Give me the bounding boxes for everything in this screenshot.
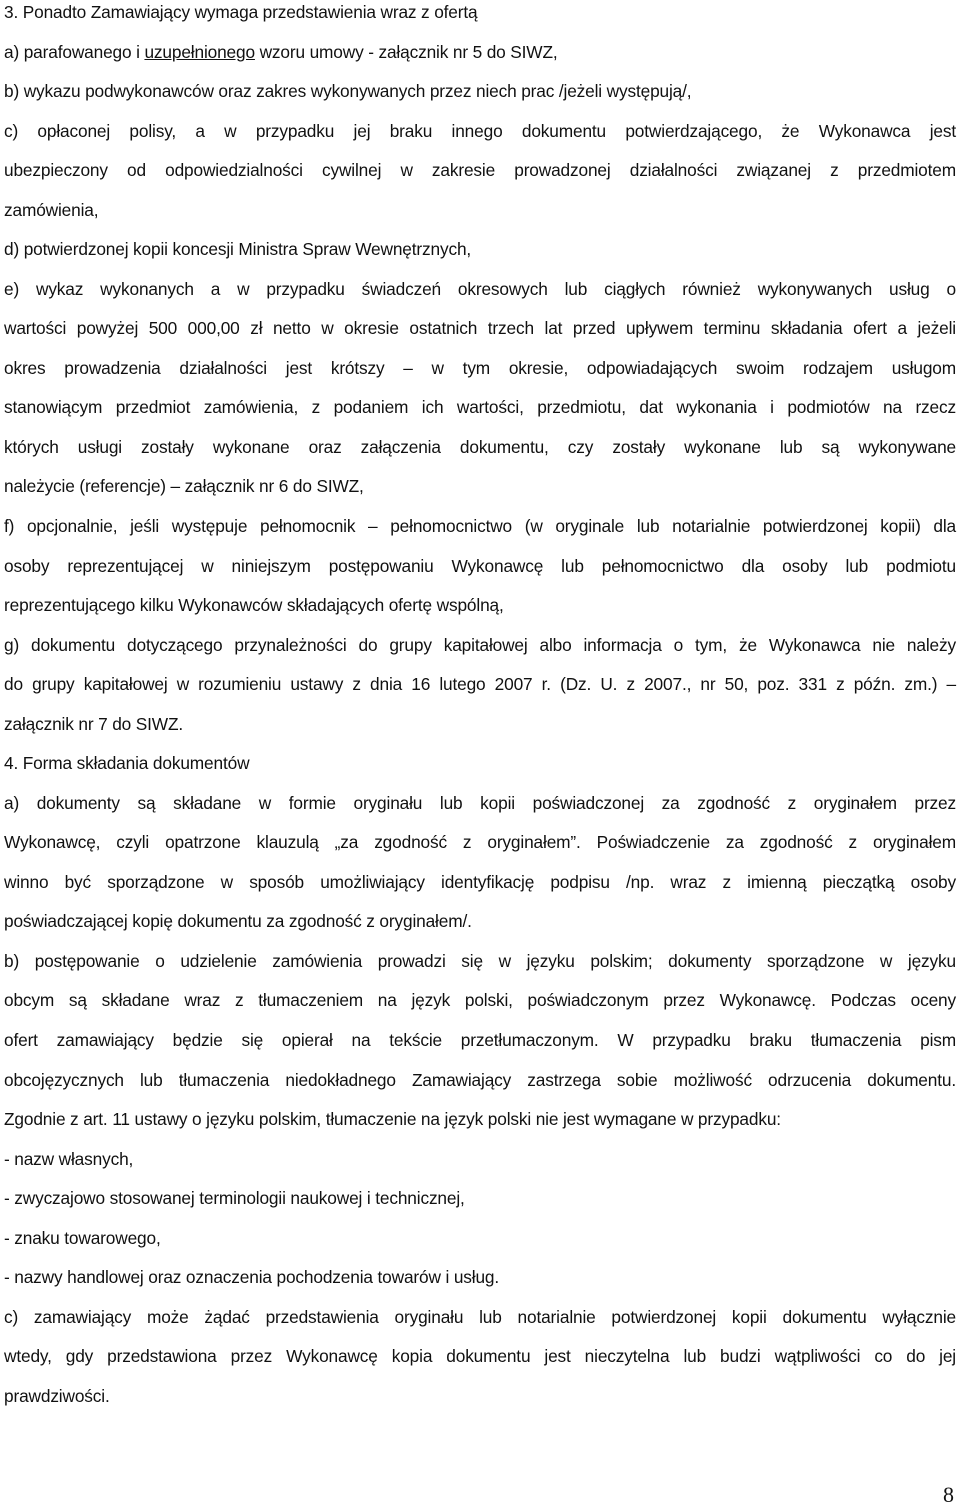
page-number: 8 [943, 1482, 954, 1507]
form-b-line-2: obcym są składane wraz z tłumaczeniem na język polski, poświadczonym przez Wykonawcę. Podczas oceny [4, 990, 956, 1010]
form-a-line-1: a) dokumenty są składane w formie oryginału lub kopii poświadczonej za zgodność z oryginałem przez [4, 793, 956, 813]
item-b: b) wykazu podwykonawców oraz zakres wykonywanych przez niech prac /jeżeli występują/, [4, 81, 692, 101]
section-4-heading: 4. Forma składania dokumentów [4, 753, 250, 773]
item-g-line-2: do grupy kapitałowej w rozumieniu ustawy z dnia 16 lutego 2007 r. (Dz. U. z 2007., nr 50, poz. 331 z późn. zm.) – [4, 674, 956, 694]
item-c-line-2: ubezpieczony od odpowiedzialności cywilnej w zakresie prowadzonej działalności związanej z przedmiotem [4, 160, 956, 180]
form-a-line-2: Wykonawcę, czyli opatrzone klauzulą „za zgodność z oryginałem”. Poświadczenie za zgodność z oryginałem [4, 832, 956, 852]
form-b-line-5: Zgodnie z art. 11 ustawy o języku polskim, tłumaczenie na język polski nie jest wymagane w przypadku: [4, 1109, 781, 1129]
form-b-line-3: ofert zamawiający będzie się opierał na tekście przetłumaczonym. W przypadku braku tłumaczenia pism [4, 1030, 956, 1050]
form-a-line-4: poświadczającej kopię dokumentu za zgodność z oryginałem/. [4, 911, 472, 931]
item-g-line-1: g) dokumentu dotyczącego przynależności do grupy kapitałowej albo informacja o tym, że Wykonawca nie należy [4, 635, 956, 655]
item-a-prefix: a) parafowanego i [4, 42, 145, 62]
item-f-line-3: reprezentującego kilku Wykonawców składających ofertę wspólną, [4, 595, 504, 615]
form-b-line-1: b) postępowanie o udzielenie zamówienia prowadzi się w języku polskim; dokumenty sporządzone w języku [4, 951, 956, 971]
item-f-line-2: osoby reprezentującej w niniejszym postępowaniu Wykonawcę lub pełnomocnictwo dla osoby lub podmiotu [4, 556, 956, 576]
item-a-underlined: uzupełnionego [144, 42, 255, 62]
exception-2: - zwyczajowo stosowanej terminologii naukowej i technicznej, [4, 1188, 465, 1208]
item-e-line-3: okres prowadzenia działalności jest krótszy – w tym okresie, odpowiadających swoim rodzajem usługom [4, 358, 956, 378]
form-b-line-4: obcojęzycznych lub tłumaczenia niedokładnego Zamawiający zastrzega sobie możliwość odrzucenia dokumentu. [4, 1070, 956, 1090]
form-c-line-2: wtedy, gdy przedstawiona przez Wykonawcę kopia dokumentu jest nieczytelna lub budzi wątpliwości co do jej [4, 1346, 956, 1366]
item-c-line-1: c) opłaconej polisy, a w przypadku jej braku innego dokumentu potwierdzającego, że Wykonawca jest [4, 121, 956, 141]
item-d: d) potwierdzonej kopii koncesji Ministra Spraw Wewnętrznych, [4, 239, 472, 259]
exception-3: - znaku towarowego, [4, 1228, 161, 1248]
item-e-line-4: stanowiącym przedmiot zamówienia, z podaniem ich wartości, przedmiotu, dat wykonania i podmiotów na rzecz [4, 397, 956, 417]
exception-1: - nazw własnych, [4, 1149, 134, 1169]
item-e-line-2: wartości powyżej 500 000,00 zł netto w okresie ostatnich trzech lat przed upływem terminu składania ofert a jeżeli [4, 318, 956, 338]
item-e-line-5: których usługi zostały wykonane oraz załączenia dokumentu, czy zostały wykonane lub są wykonywane [4, 437, 956, 457]
item-e-line-1: e) wykaz wykonanych a w przypadku świadczeń okresowych lub ciągłych również wykonywanych usług o [4, 279, 956, 299]
form-a-line-3: winno być sporządzone w sposób umożliwiający identyfikację podpisu /np. wraz z imienną pieczątką osoby [4, 872, 956, 892]
item-g-line-3: załącznik nr 7 do SIWZ. [4, 714, 184, 734]
item-e-line-6: należycie (referencje) – załącznik nr 6 do SIWZ, [4, 476, 364, 496]
item-f-line-1: f) opcjonalnie, jeśli występuje pełnomocnik – pełnomocnictwo (w oryginale lub notarialnie potwierdzonej kopii) dla [4, 516, 956, 536]
item-c-line-3: zamówienia, [4, 200, 99, 220]
form-c-line-1: c) zamawiający może żądać przedstawienia oryginału lub notarialnie potwierdzonej kopii dokumentu wyłącznie [4, 1307, 956, 1327]
section-3-heading: 3. Ponadto Zamawiający wymaga przedstawienia wraz z ofertą [4, 2, 478, 22]
item-a [4, 40, 956, 64]
form-c-line-3: prawdziwości. [4, 1386, 110, 1406]
item-a-suffix: wzoru umowy - załącznik nr 5 do SIWZ, [254, 42, 558, 62]
exception-4: - nazwy handlowej oraz oznaczenia pochodzenia towarów i usług. [4, 1267, 500, 1287]
